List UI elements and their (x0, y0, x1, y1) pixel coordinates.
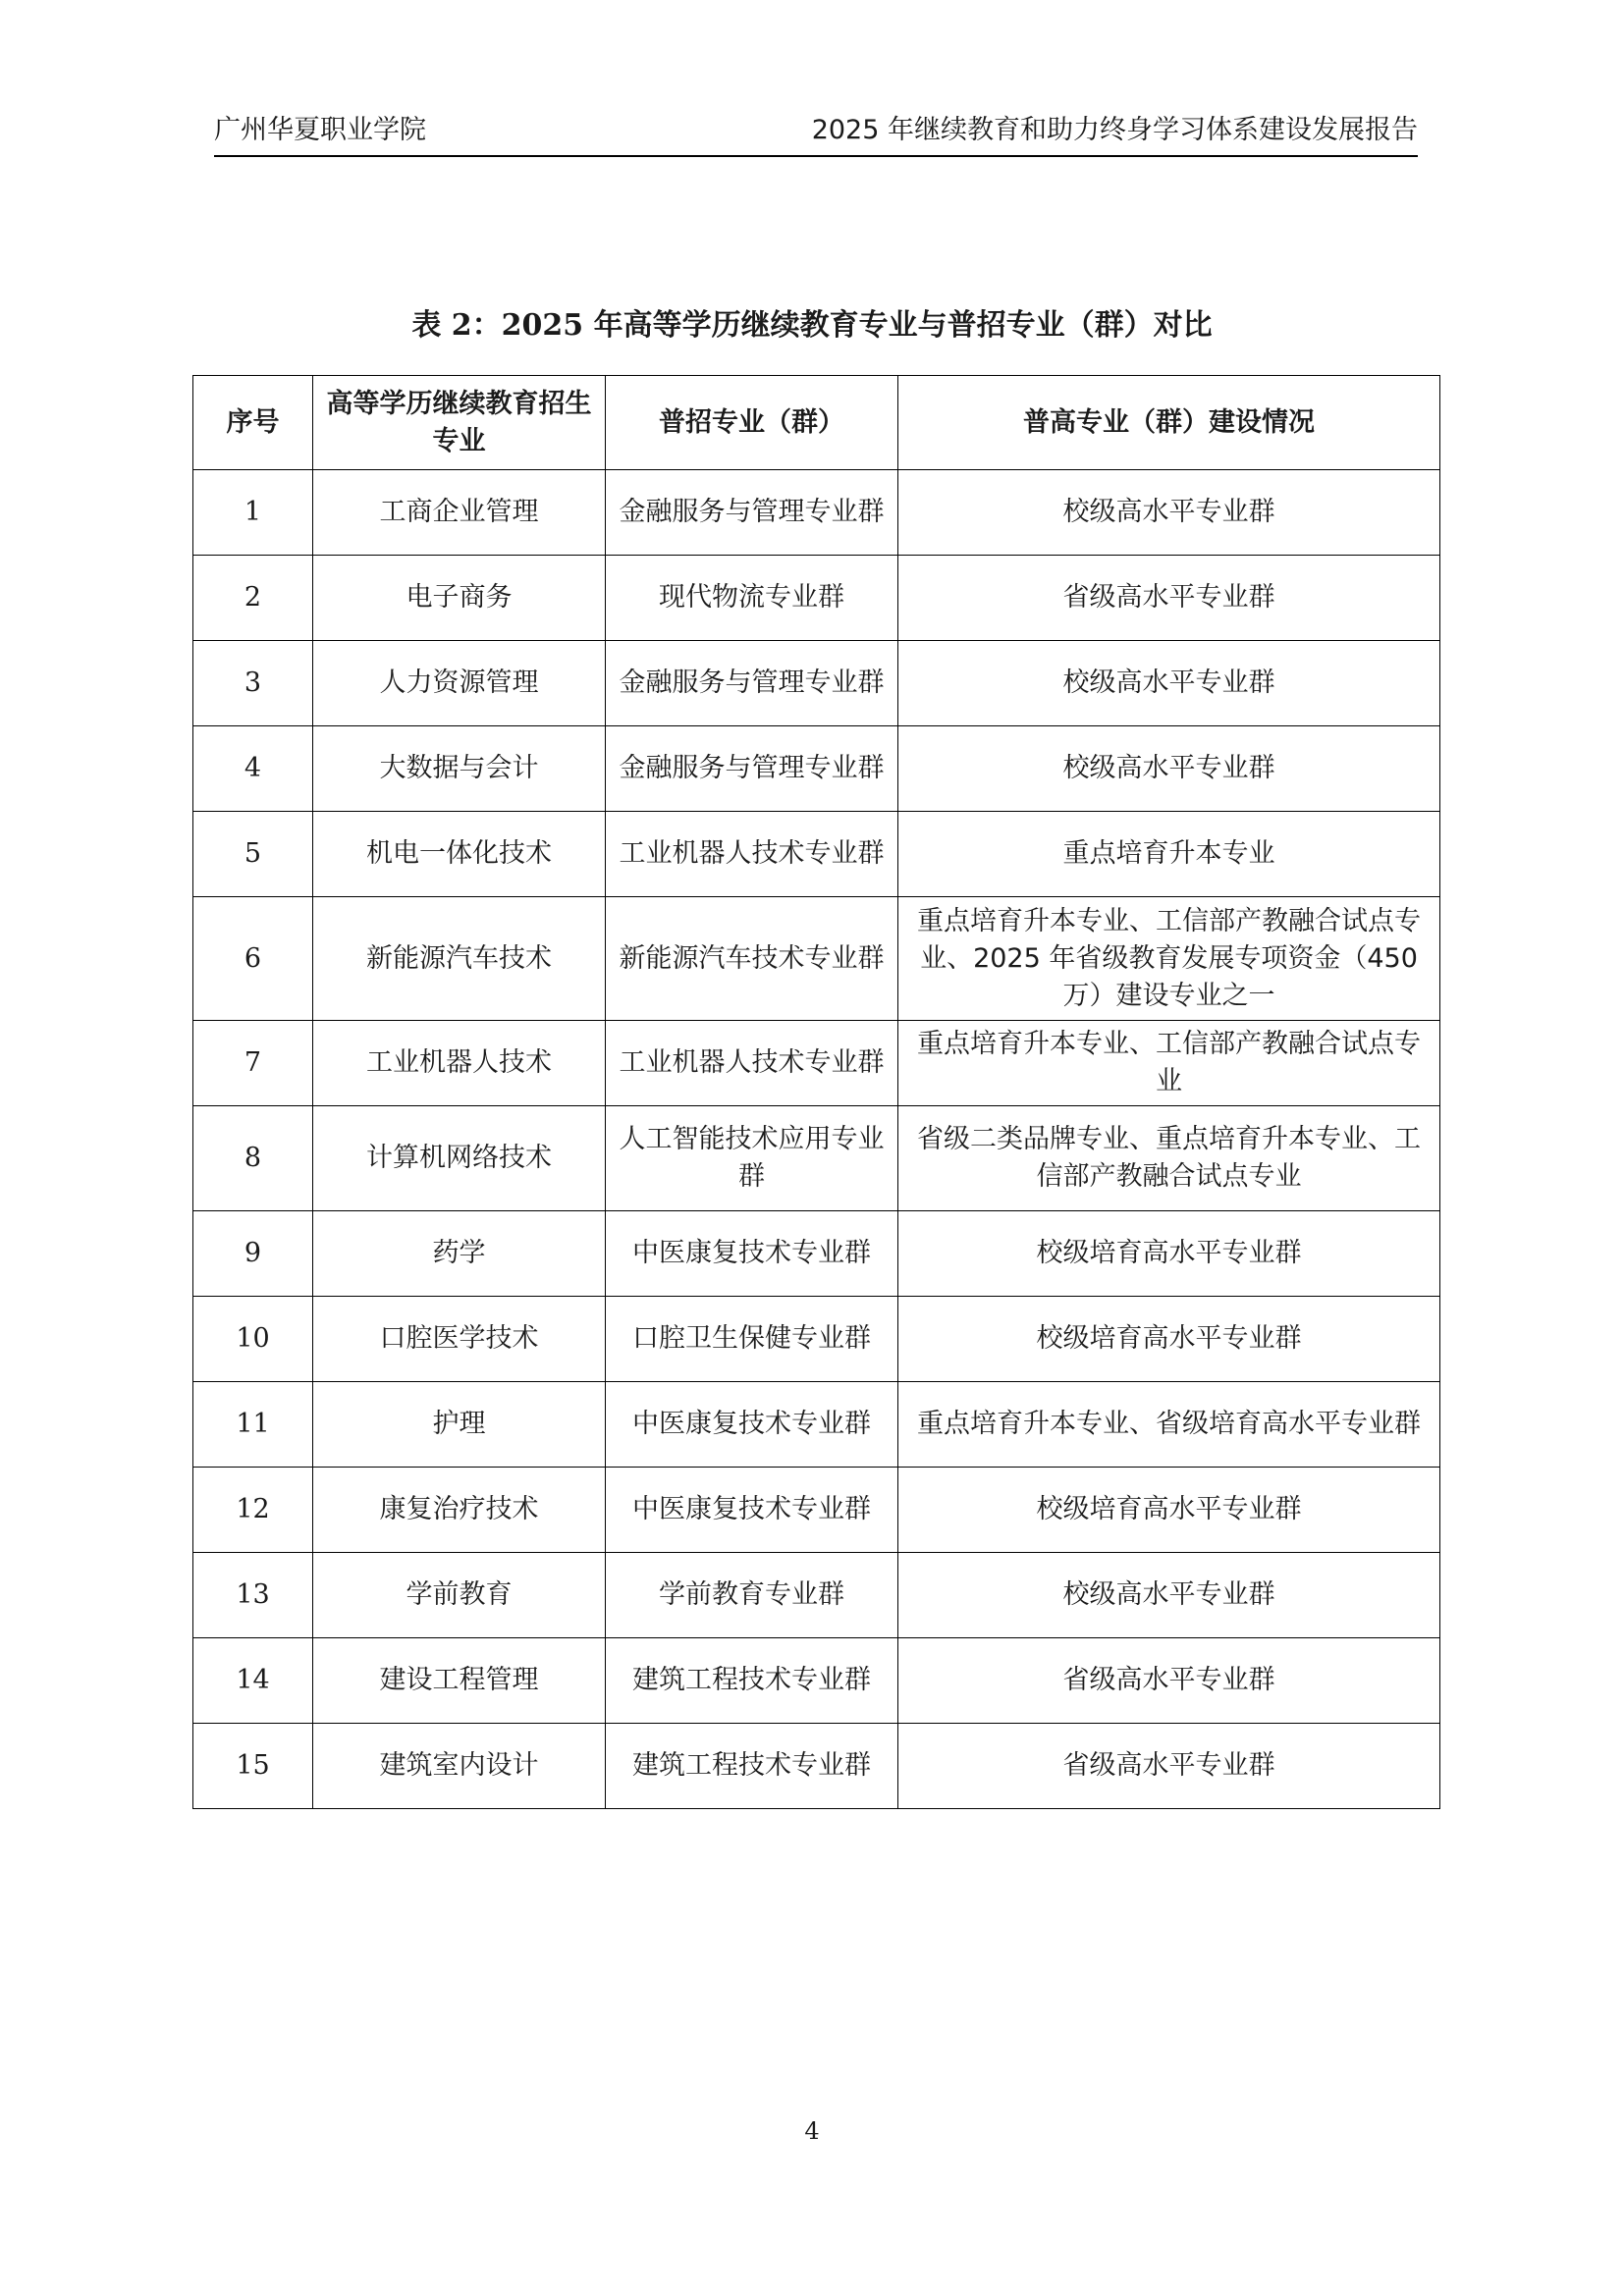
cell-regular-major-group: 工业机器人技术专业群 (606, 1021, 898, 1106)
cell-regular-major-group: 口腔卫生保健专业群 (606, 1297, 898, 1382)
table-row (193, 1021, 1440, 1106)
header-institution-name: 广州华夏职业学院 (214, 115, 426, 145)
cell-regular-major-group: 学前教育专业群 (606, 1553, 898, 1638)
cell-serial: 4 (193, 726, 313, 812)
table-row (193, 1468, 1440, 1553)
cell-construction-status: 省级二类品牌专业、重点培育升本专业、工信部产教融合试点专业 (898, 1106, 1440, 1211)
cell-construction-status: 校级高水平专业群 (898, 641, 1440, 726)
cell-construction-status: 重点培育升本专业 (898, 812, 1440, 897)
cell-continuing-ed-major: 新能源汽车技术 (313, 897, 606, 1021)
cell-serial: 2 (193, 556, 313, 641)
cell-serial: 12 (193, 1468, 313, 1553)
cell-serial: 13 (193, 1553, 313, 1638)
cell-regular-major-group: 中医康复技术专业群 (606, 1382, 898, 1468)
cell-construction-status: 省级高水平专业群 (898, 1638, 1440, 1724)
cell-serial: 1 (193, 470, 313, 556)
cell-regular-major-group: 金融服务与管理专业群 (606, 726, 898, 812)
cell-construction-status: 重点培育升本专业、工信部产教融合试点专业、2025 年省级教育发展专项资金（450 万）建设专业之一 (898, 897, 1440, 1021)
table-row (193, 726, 1440, 812)
column-header-serial: 序号 (193, 376, 313, 470)
table-title: 表 2：2025 年高等学历继续教育专业与普招专业（群）对比 (411, 308, 1213, 343)
cell-regular-major-group: 中医康复技术专业群 (606, 1211, 898, 1297)
cell-construction-status: 重点培育升本专业、省级培育高水平专业群 (898, 1382, 1440, 1468)
cell-serial: 7 (193, 1021, 313, 1106)
cell-continuing-ed-major: 工业机器人技术 (313, 1021, 606, 1106)
column-header-continuing-ed-major: 高等学历继续教育招生专业 (313, 376, 606, 470)
cell-serial: 3 (193, 641, 313, 726)
table-body (193, 470, 1440, 1809)
table-row (193, 897, 1440, 1021)
cell-continuing-ed-major: 电子商务 (313, 556, 606, 641)
cell-continuing-ed-major: 人力资源管理 (313, 641, 606, 726)
cell-construction-status: 校级培育高水平专业群 (898, 1211, 1440, 1297)
table-row (193, 1211, 1440, 1297)
table-row (193, 470, 1440, 556)
cell-serial: 10 (193, 1297, 313, 1382)
cell-serial: 14 (193, 1638, 313, 1724)
cell-continuing-ed-major: 工商企业管理 (313, 470, 606, 556)
cell-continuing-ed-major: 口腔医学技术 (313, 1297, 606, 1382)
cell-serial: 15 (193, 1724, 313, 1809)
cell-construction-status: 校级培育高水平专业群 (898, 1468, 1440, 1553)
cell-construction-status: 重点培育升本专业、工信部产教融合试点专业 (898, 1021, 1440, 1106)
cell-serial: 6 (193, 897, 313, 1021)
cell-regular-major-group: 金融服务与管理专业群 (606, 470, 898, 556)
cell-regular-major-group: 现代物流专业群 (606, 556, 898, 641)
cell-regular-major-group: 工业机器人技术专业群 (606, 812, 898, 897)
cell-continuing-ed-major: 计算机网络技术 (313, 1106, 606, 1211)
page-number: 4 (804, 2117, 820, 2145)
cell-regular-major-group: 金融服务与管理专业群 (606, 641, 898, 726)
cell-construction-status: 省级高水平专业群 (898, 1724, 1440, 1809)
table-row (193, 1382, 1440, 1468)
page-header (214, 116, 1418, 157)
table-row (193, 1638, 1440, 1724)
cell-serial: 9 (193, 1211, 313, 1297)
table-row (193, 812, 1440, 897)
header-report-title: 2025 年继续教育和助力终身学习体系建设发展报告 (811, 115, 1418, 145)
cell-regular-major-group: 建筑工程技术专业群 (606, 1724, 898, 1809)
cell-construction-status: 校级高水平专业群 (898, 1553, 1440, 1638)
table-row (193, 1553, 1440, 1638)
cell-continuing-ed-major: 建设工程管理 (313, 1638, 606, 1724)
cell-continuing-ed-major: 康复治疗技术 (313, 1468, 606, 1553)
table-row (193, 1724, 1440, 1809)
cell-serial: 11 (193, 1382, 313, 1468)
cell-serial: 5 (193, 812, 313, 897)
cell-regular-major-group: 中医康复技术专业群 (606, 1468, 898, 1553)
cell-construction-status: 校级高水平专业群 (898, 470, 1440, 556)
cell-construction-status: 省级高水平专业群 (898, 556, 1440, 641)
cell-construction-status: 校级培育高水平专业群 (898, 1297, 1440, 1382)
cell-continuing-ed-major: 学前教育 (313, 1553, 606, 1638)
cell-regular-major-group: 人工智能技术应用专业群 (606, 1106, 898, 1211)
cell-regular-major-group: 新能源汽车技术专业群 (606, 897, 898, 1021)
cell-construction-status: 校级高水平专业群 (898, 726, 1440, 812)
table-row (193, 641, 1440, 726)
cell-continuing-ed-major: 护理 (313, 1382, 606, 1468)
table-header-row (193, 376, 1440, 470)
column-header-regular-major-group: 普招专业（群） (606, 376, 898, 470)
table-row (193, 1297, 1440, 1382)
cell-serial: 8 (193, 1106, 313, 1211)
table-row (193, 1106, 1440, 1211)
cell-continuing-ed-major: 药学 (313, 1211, 606, 1297)
table-row (193, 556, 1440, 641)
cell-continuing-ed-major: 大数据与会计 (313, 726, 606, 812)
cell-continuing-ed-major: 建筑室内设计 (313, 1724, 606, 1809)
cell-continuing-ed-major: 机电一体化技术 (313, 812, 606, 897)
cell-regular-major-group: 建筑工程技术专业群 (606, 1638, 898, 1724)
column-header-construction-status: 普高专业（群）建设情况 (898, 376, 1440, 470)
comparison-table (192, 375, 1440, 1809)
